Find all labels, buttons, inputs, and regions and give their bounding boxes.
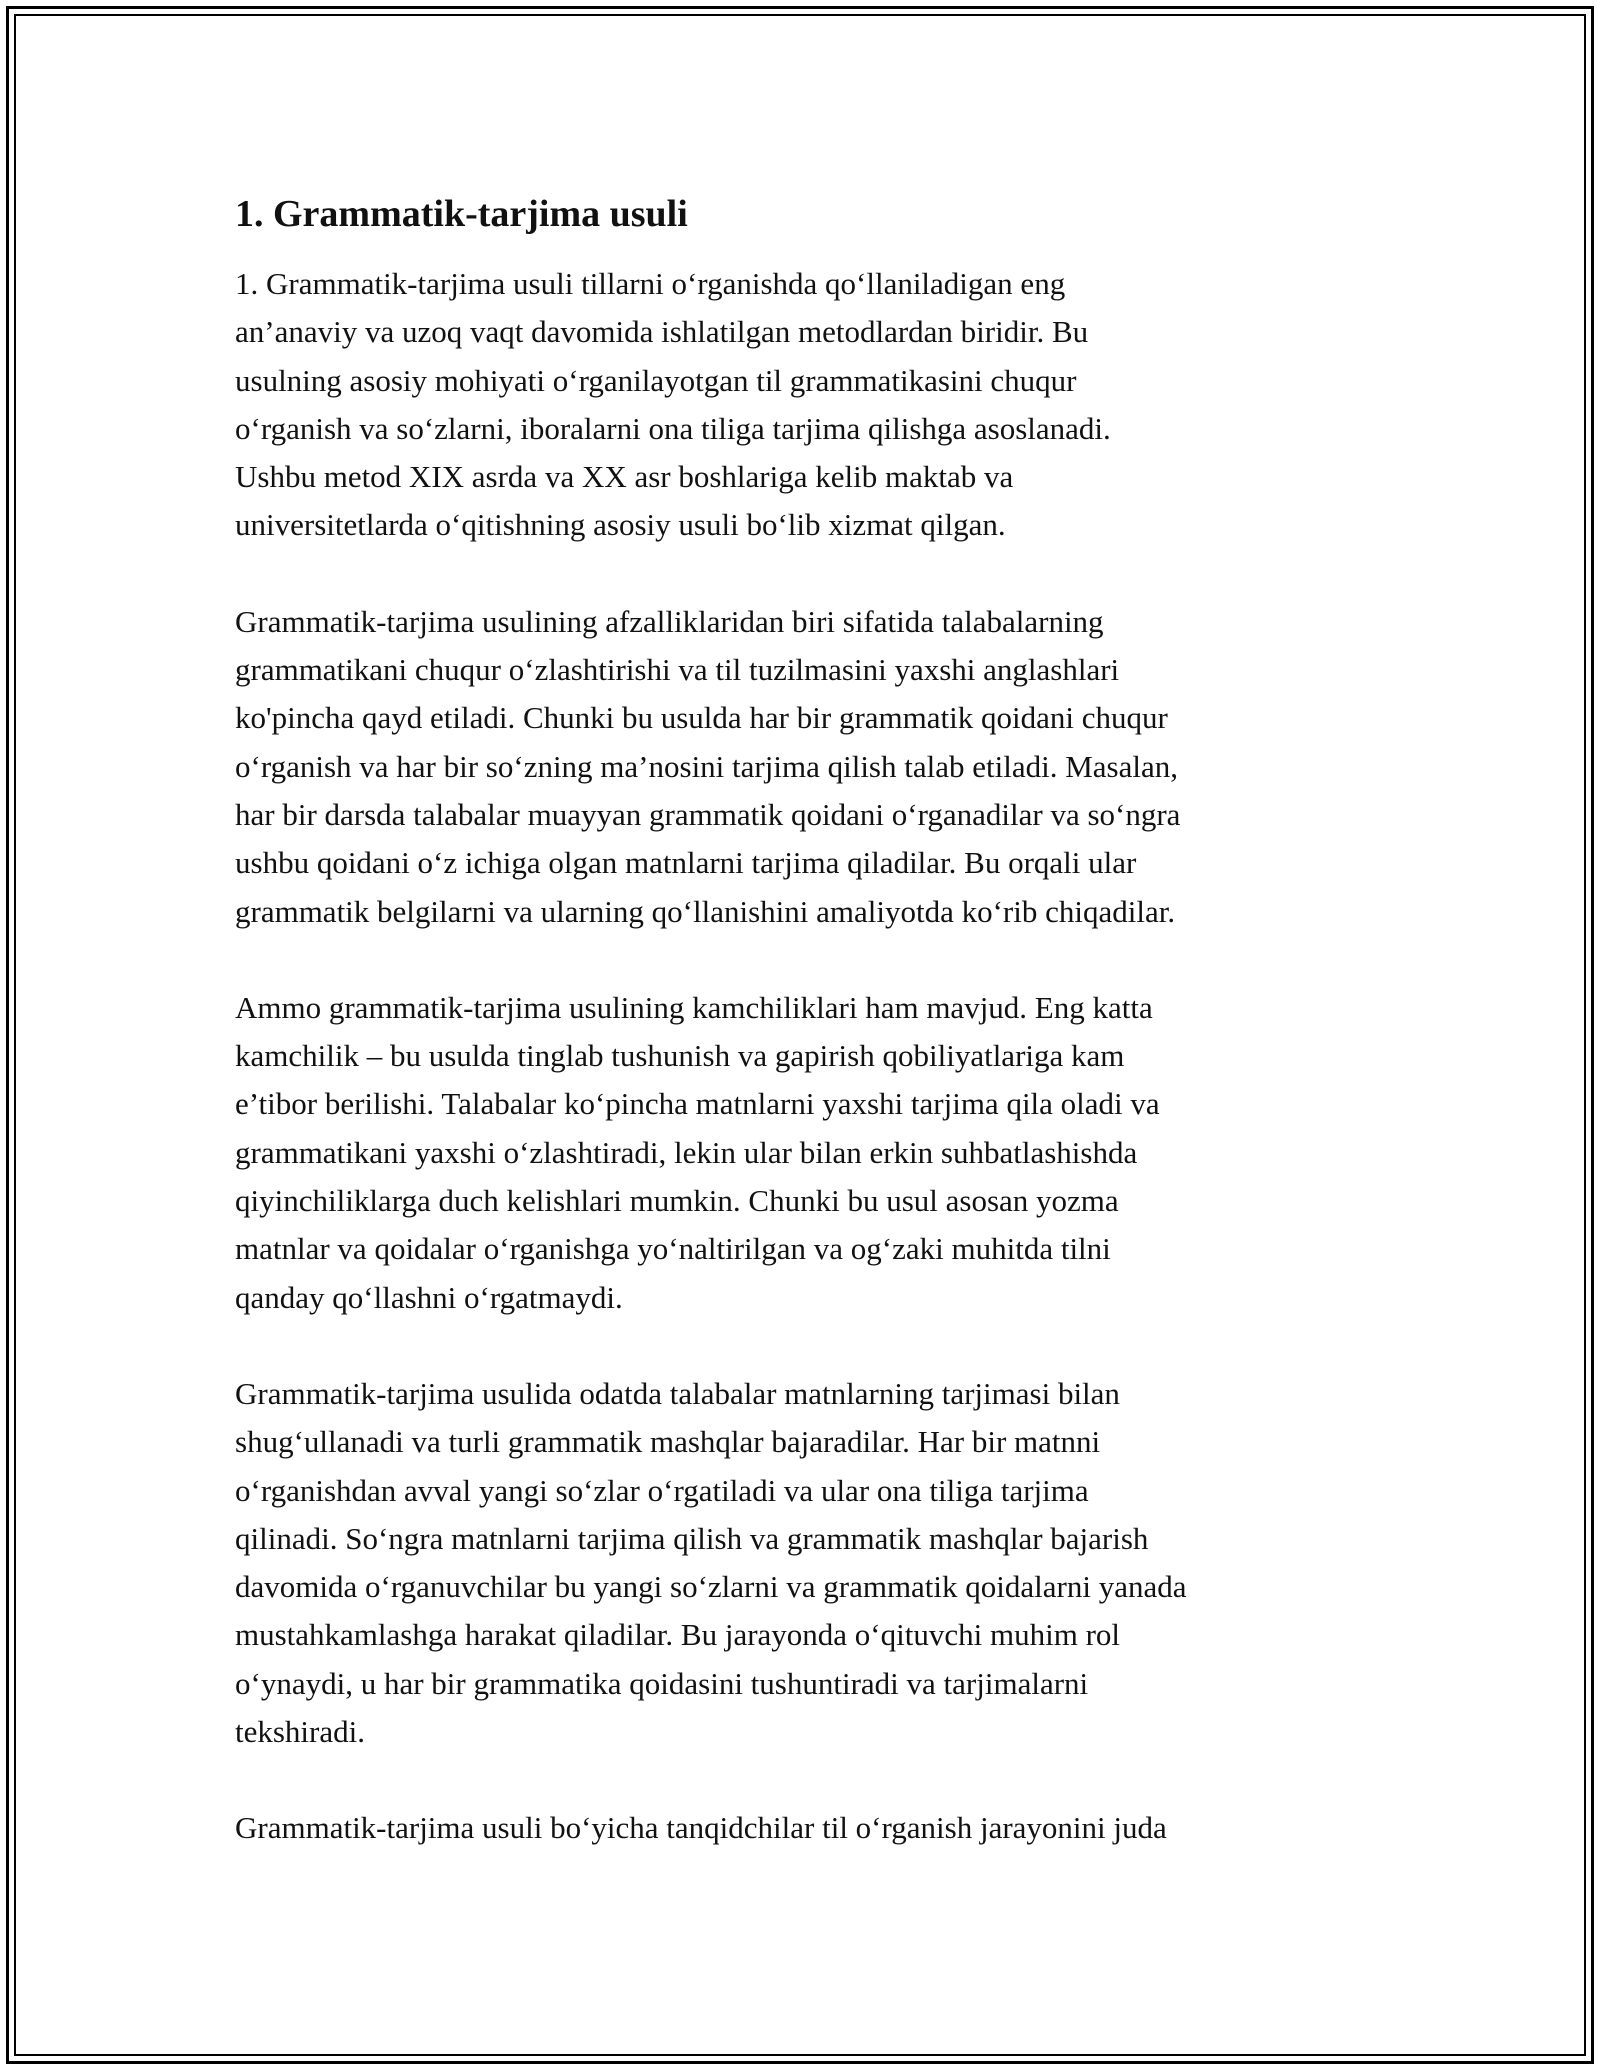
paragraph-line: 1. Grammatik-tarjima usuli tillarni oʻrganishda qoʻllaniladigan eng xyxy=(235,266,1066,301)
paragraph-line: Ammo grammatik-tarjima usulining kamchiliklari ham mavjud. Eng katta xyxy=(235,989,1153,1025)
paragraph-line: Grammatik-tarjima usulida odatda talabalar matnlarning tarjimasi bilan xyxy=(235,1375,1120,1411)
paragraph xyxy=(235,1804,1385,1852)
paragraph-line: oʻrganish va har bir soʻzning ma’nosini tarjima qilish talab etiladi. Masalan, xyxy=(235,748,1178,784)
paragraph-line: ushbu qoidani oʻz ichiga olgan matnlarni tarjima qiladilar. Bu orqali ular xyxy=(235,845,1137,881)
paragraph-line: shugʻullanadi va turli grammatik mashqlar bajaradilar. Har bir matnni xyxy=(235,1424,1101,1460)
paragraph-line: oʻrganishdan avval yangi soʻzlar oʻrgatiladi va ular ona tiliga tarjima xyxy=(235,1472,1089,1508)
paragraph-line: kamchilik – bu usulda tinglab tushunish va gapirish qobiliyatlariga kam xyxy=(235,1038,1125,1074)
paragraph-line: mustahkamlashga harakat qiladilar. Bu jarayonda oʻqituvchi muhim rol xyxy=(235,1617,1120,1653)
paragraph-line: oʻynaydi, u har bir grammatika qoidasini tushuntiradi va tarjimalarni xyxy=(235,1665,1089,1701)
paragraph-line: grammatik belgilarni va ularning qoʻllanishini amaliyotda koʻrib chiqadilar. xyxy=(235,893,1176,929)
document-body xyxy=(235,186,1385,1901)
paragraph xyxy=(235,1370,1385,1756)
paragraph-list xyxy=(235,260,1385,1853)
paragraph-line: qiyinchiliklarga duch kelishlari mumkin. Chunki bu usul asosan yozma xyxy=(235,1183,1119,1219)
paragraph-line: grammatikani yaxshi oʻzlashtiradi, lekin ular bilan erkin suhbatlashishda xyxy=(235,1134,1138,1170)
paragraph-line: universitetlarda oʻqitishning asosiy usuli boʻlib xizmat qilgan. xyxy=(235,507,1006,543)
paragraph-line: davomida oʻrganuvchilar bu yangi soʻzlarni va grammatik qoidalarni yanada xyxy=(235,1569,1187,1605)
paragraph xyxy=(235,598,1385,936)
paragraph-line: ko'pincha qayd etiladi. Chunki bu usulda har bir grammatik qoidani chuqur xyxy=(235,700,1168,736)
paragraph-line: oʻrganish va soʻzlarni, iboralarni ona tiliga tarjima qilishga asoslanadi. xyxy=(235,410,1111,446)
paragraph-line: tekshiradi. xyxy=(235,1714,365,1750)
paragraph xyxy=(235,260,1385,550)
paragraph-line: e’tibor berilishi. Talabalar koʻpincha matnlarni yaxshi tarjima qila oladi va xyxy=(235,1086,1160,1122)
paragraph-line: grammatikani chuqur oʻzlashtirishi va til tuzilmasini yaxshi anglashlari xyxy=(235,652,1120,688)
paragraph-line: qilinadi. Soʻngra matnlarni tarjima qilish va grammatik mashqlar bajarish xyxy=(235,1520,1149,1556)
paragraph-line: matnlar va qoidalar oʻrganishga yoʻnaltirilgan va ogʻzaki muhitda tilni xyxy=(235,1231,1111,1267)
paragraph-line: usulning asosiy mohiyati oʻrganilayotgan til grammatikasini chuqur xyxy=(235,362,1077,398)
paragraph-line: har bir darsda talabalar muayyan grammatik qoidani oʻrganadilar va soʻngra xyxy=(235,796,1181,832)
paragraph-line: Grammatik-tarjima usuli boʻyicha tanqidchilar til oʻrganish jarayonini juda xyxy=(235,1810,1167,1846)
paragraph xyxy=(235,984,1385,1322)
paragraph-line: an’anaviy va uzoq vaqt davomida ishlatilgan metodlardan biridir. Bu xyxy=(235,314,1089,350)
paragraph-line: Ushbu metod XIX asrda va XX asr boshlariga kelib maktab va xyxy=(235,459,1014,495)
document-heading: 1. Grammatik-tarjima usuli xyxy=(235,193,688,235)
paragraph-line: Grammatik-tarjima usulining afzalliklaridan biri sifatida talabalarning xyxy=(235,603,1104,639)
paragraph-line: qanday qoʻllashni oʻrgatmaydi. xyxy=(235,1279,623,1315)
